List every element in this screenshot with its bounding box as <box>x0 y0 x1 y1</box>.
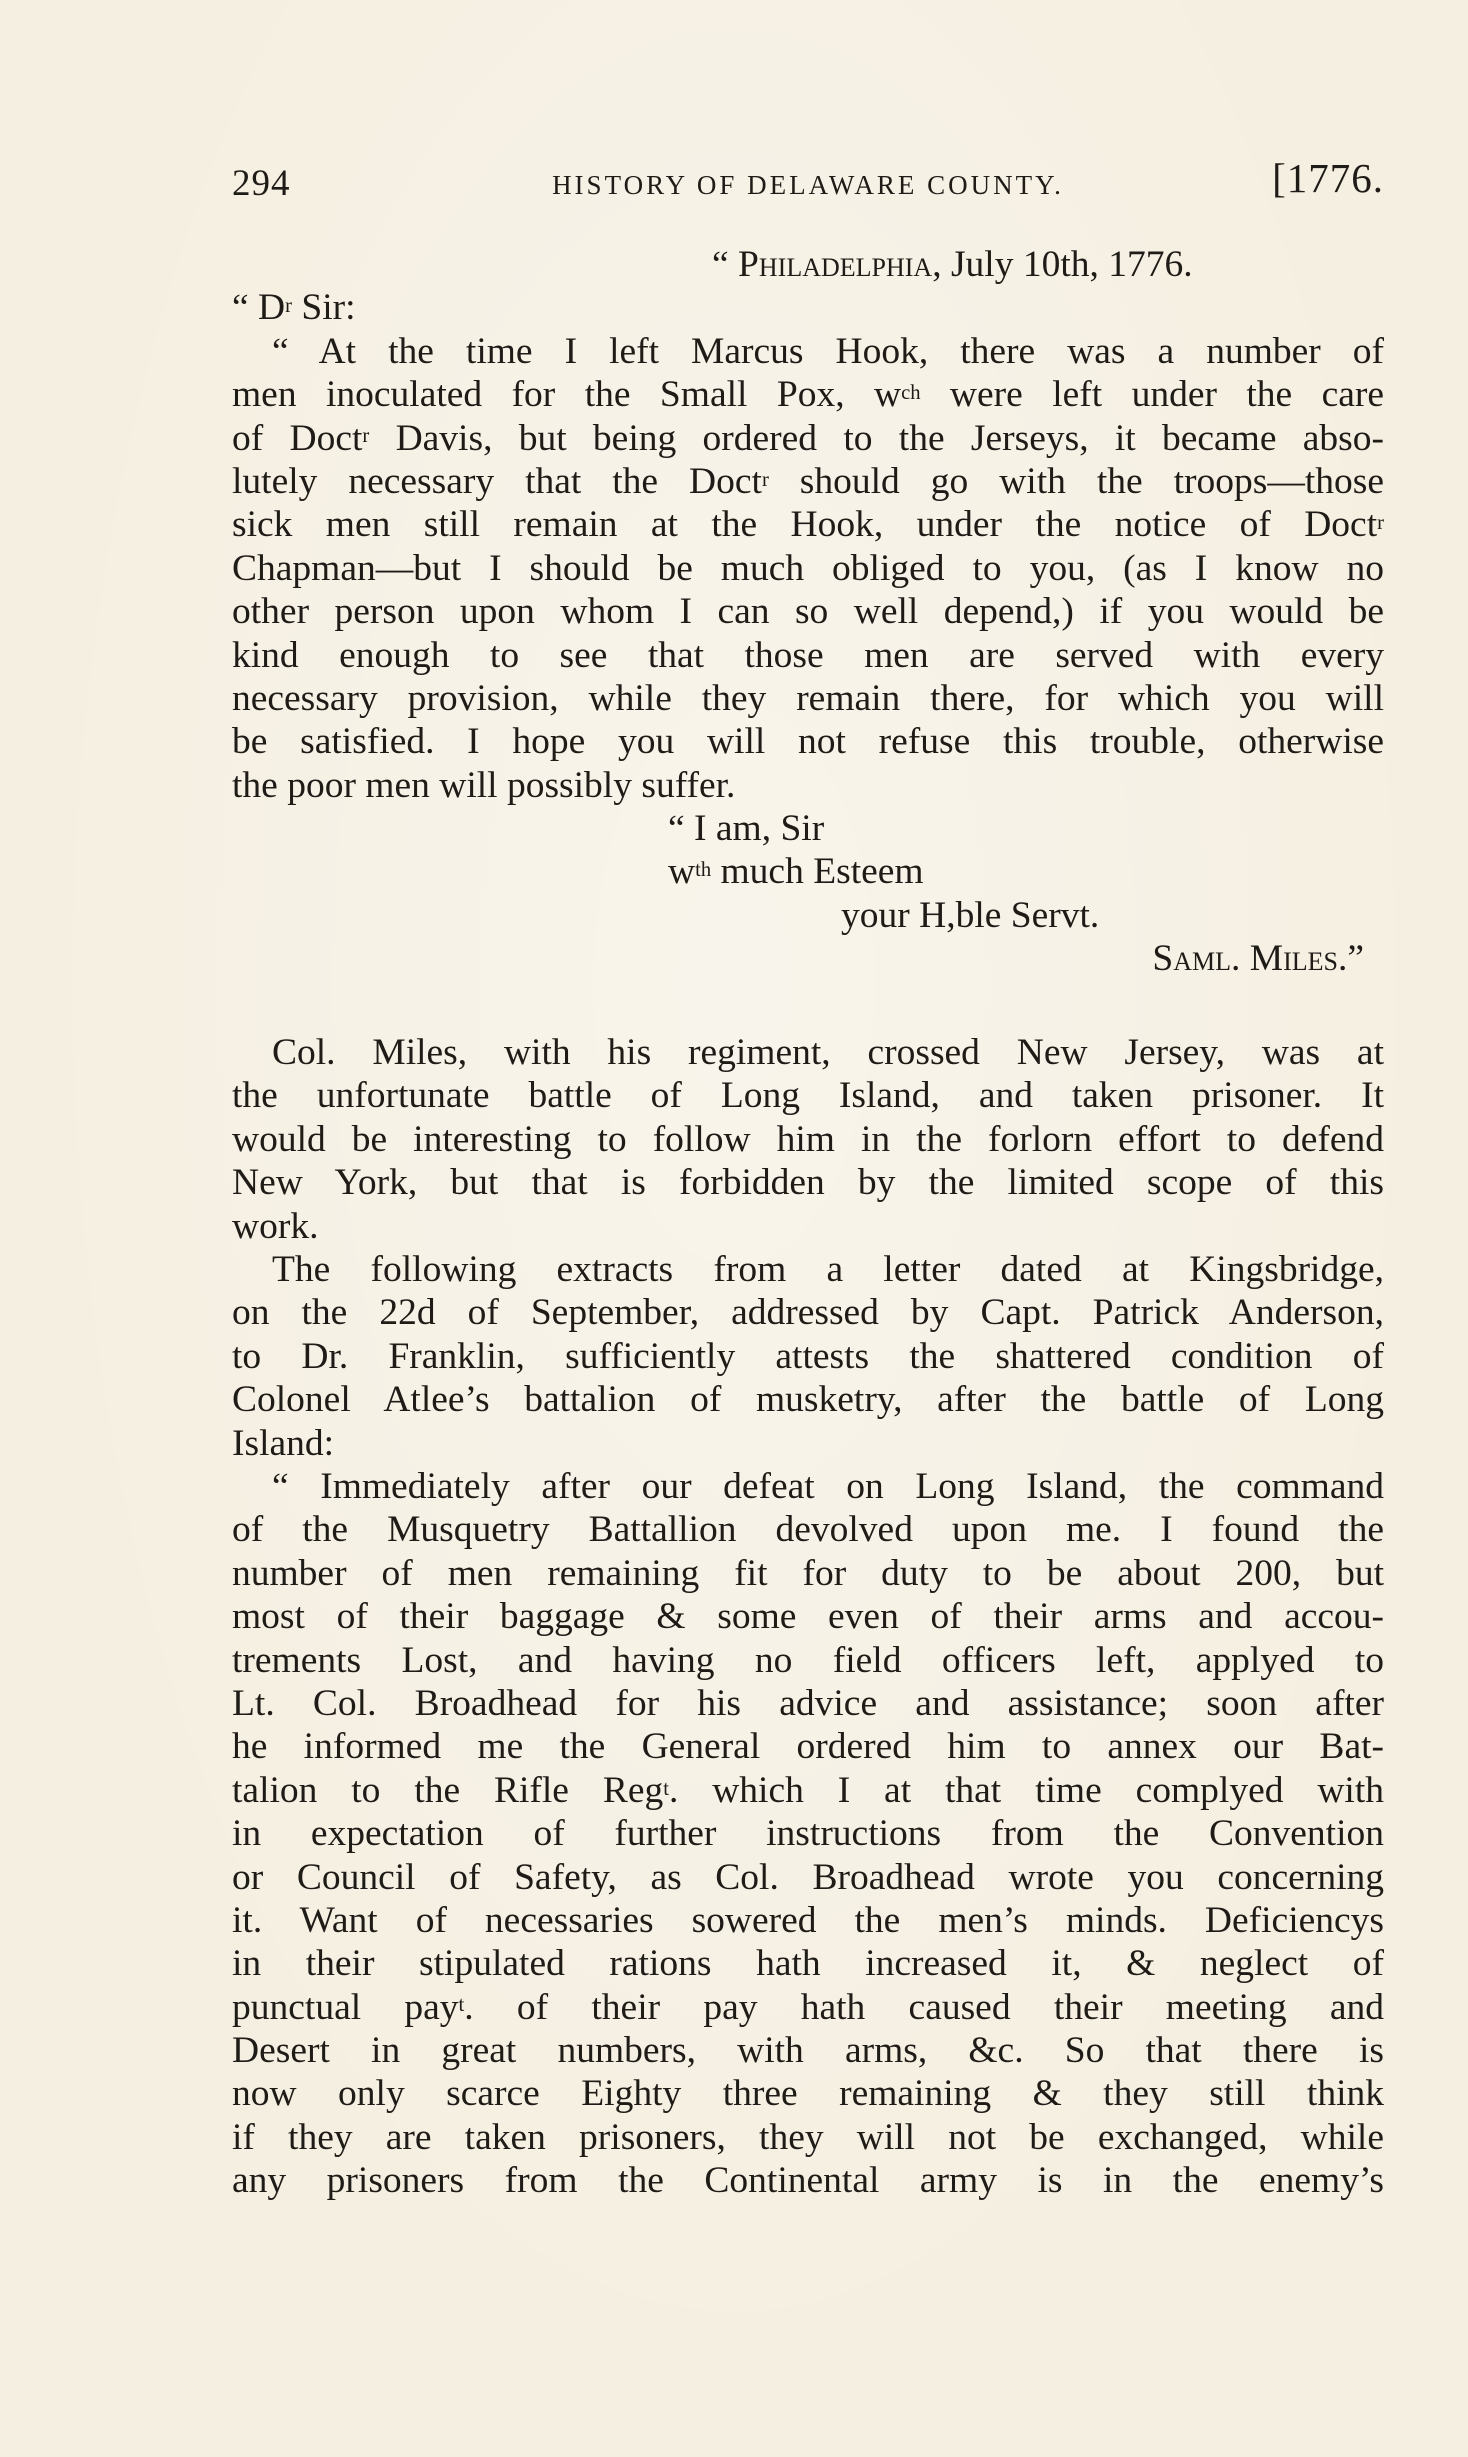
letter-line: Desert in great numbers, with arms, &c. So that there is <box>232 2030 1384 2072</box>
letter-closing: $w^{th}$ much Esteem <box>668 851 924 893</box>
letter-line: of Doct$^r$ Davis, but being ordered to the Jerseys, it became abso- <box>232 417 1384 459</box>
letter-line: be satisfied. I hope you will not refuse this trouble, otherwise <box>232 721 1384 763</box>
paragraph-line: would be interesting to follow him in the forlorn effort to defend <box>232 1118 1384 1160</box>
paragraph-line: on the 22d of September, addressed by Capt. Patrick Anderson, <box>232 1292 1384 1334</box>
letter-line: talion to the Rifle Reg$^t$. which I at that time complyed with <box>232 1769 1385 1811</box>
dateline-date: , July 10th, 1776. <box>932 244 1193 285</box>
letter-line: now only scarce Eighty three remaining & they still think <box>232 2073 1384 2115</box>
page-header <box>232 148 1384 208</box>
letter-line: other person upon whom I can so well depend,) if you would be <box>232 591 1384 633</box>
paragraph-line: work. <box>232 1205 319 1247</box>
letter-closing: your H,ble Servt. <box>841 894 1100 936</box>
letter-line: “ Immediately after our defeat on Long Island, the command <box>272 1466 1384 1507</box>
letter-line: in expectation of further instructions from the Convention <box>232 1813 1384 1855</box>
letter-line: men inoculated for the Small Pox, $w^{ch}$ were left under the care <box>232 374 1384 416</box>
letter-line: he informed me the General ordered him to annex our Bat- <box>232 1726 1384 1768</box>
letter-line: “ At the time I left Marcus Hook, there was a number of <box>272 330 1384 372</box>
paragraph-line: New York, but that is forbidden by the limited scope of this <box>232 1162 1384 1204</box>
paragraph-line: Col. Miles, with his regiment, crossed New Jersey, was at <box>272 1032 1384 1073</box>
paragraph-miles <box>232 1031 1384 1248</box>
letter-salutation: “ $D^r$ Sir: <box>232 287 356 329</box>
letter-line: if they are taken prisoners, they will not be exchanged, while <box>232 2116 1384 2158</box>
page-number: 294 <box>232 163 291 204</box>
anderson-letter <box>232 1465 1384 2203</box>
paragraph-line: to Dr. Franklin, sufficiently attests the shattered condition of <box>232 1335 1384 1377</box>
letter-line: punctual pay$^t$. of their pay hath caused their meeting and <box>232 1986 1384 2028</box>
running-head: HISTORY OF DELAWARE COUNTY. <box>552 170 1064 200</box>
letter-line: sick men still remain at the Hook, under the notice of Doct$^r$ <box>232 504 1384 546</box>
paragraph-line: the unfortunate battle of Long Island, and taken prisoner. It <box>232 1075 1384 1117</box>
letter-line: Chapman—but I should be much obliged to you, (as I know no <box>232 547 1384 589</box>
letter-line: or Council of Safety, as Col. Broadhead wrote you concerning <box>232 1856 1384 1898</box>
letter-line: lutely necessary that the Doct$^r$ should go with the troops—those <box>232 460 1385 502</box>
header-year: [1776. <box>1272 155 1384 201</box>
letter-line: number of men remaining fit for duty to be about 200, but <box>232 1552 1384 1594</box>
letter-line: trements Lost, and having no field officers left, applyed to <box>232 1639 1384 1681</box>
paragraph-line: Colonel Atlee’s battalion of musketry, after the battle of Long <box>232 1379 1384 1421</box>
letter-signature: Saml. Miles.” <box>1152 938 1364 980</box>
letter-dateline: “ Philadelphia, July 10th, 1776. <box>712 244 1193 285</box>
letter-line: necessary provision, while they remain there, for which you will <box>232 677 1384 719</box>
letter-line: Lt. Col. Broadhead for his advice and assistance; soon after <box>232 1682 1384 1724</box>
letter-line: the poor men will possibly suffer. <box>232 764 736 806</box>
letter-line: it. Want of necessaries sowered the men’s minds. Deficiencys <box>232 1899 1384 1941</box>
letter-line: kind enough to see that those men are served with every <box>232 634 1384 676</box>
paragraph-line: Island: <box>232 1422 335 1464</box>
dateline-place: Philadelphia <box>738 244 933 285</box>
letter-line: most of their baggage & some even of their arms and accou- <box>232 1596 1384 1638</box>
miles-letter <box>232 243 1384 981</box>
paragraph-extracts <box>232 1248 1384 1465</box>
letter-line: of the Musquetry Battallion devolved upon me. I found the <box>232 1509 1384 1551</box>
paragraph-line: The following extracts from a letter dated at Kingsbridge, <box>272 1249 1384 1290</box>
letter-closing: “ I am, Sir <box>668 808 825 850</box>
letter-line: any prisoners from the Continental army is in the enemy’s <box>232 2160 1384 2202</box>
letter-line: in their stipulated rations hath increased it, & neglect of <box>232 1943 1384 1985</box>
